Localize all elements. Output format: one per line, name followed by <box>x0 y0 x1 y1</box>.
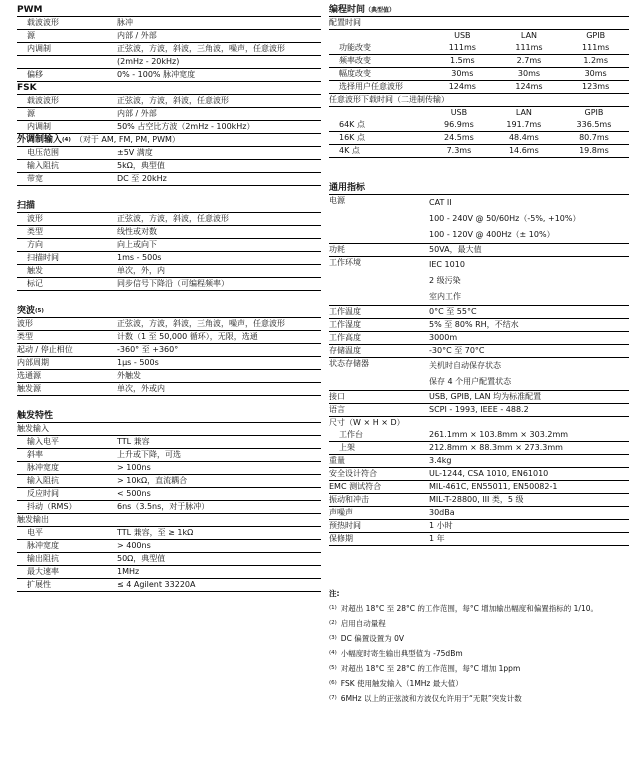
power-label: 电源 <box>329 196 345 205</box>
spec-value: 0% - 100% 脉冲宽度 <box>117 70 196 79</box>
consumption-label: 功耗 <box>329 245 345 254</box>
spec-label: 偏移 <box>27 70 43 79</box>
spec-row <box>17 265 321 278</box>
state-memory-line: 保存 4 个用户配置状态 <box>429 377 512 386</box>
timing-value: 14.6ms <box>489 145 559 158</box>
pwm-table <box>17 17 321 82</box>
spec-value: 30dBa <box>429 508 455 517</box>
note-item <box>329 646 629 661</box>
burst-title-text: 突波 <box>17 306 36 316</box>
timing-value: 123ms <box>562 81 629 94</box>
note-text: 小幅度时寄生输出典型值为 -75dBm <box>340 649 463 658</box>
timing-value: 24.5ms <box>429 132 489 145</box>
spec-label: 载波波形 <box>27 18 59 27</box>
fsk-table <box>17 95 321 134</box>
timing-label: 选择用户任意波形 <box>329 81 429 94</box>
spec-value: 50Ω，典型值 <box>117 554 166 563</box>
spec-row <box>17 108 321 121</box>
burst-title <box>17 305 321 318</box>
notes <box>329 586 629 706</box>
spec-row <box>329 332 629 345</box>
spec-label: 波形 <box>17 319 33 328</box>
timing-label: 64K 点 <box>329 119 429 132</box>
spec-value: 5kΩ，典型值 <box>117 161 165 170</box>
ext-mod-table <box>17 147 321 186</box>
note-text: 6MHz 以上的正弦波和方波仅允许用于“无限”突发计数 <box>340 694 522 703</box>
spec-value: -30°C 至 70°C <box>429 346 485 355</box>
general-rows-a <box>329 306 629 358</box>
spec-value: 内部 / 外部 <box>117 31 157 40</box>
fsk-title: FSK <box>17 82 321 95</box>
timing-value: 191.7ms <box>489 119 559 132</box>
timing-value: 336.5ms <box>559 119 629 132</box>
note-number: (7) <box>329 695 337 701</box>
spec-value: 1ms - 500s <box>117 253 162 262</box>
timing-row <box>329 55 629 68</box>
spec-label: 上架 <box>339 443 355 452</box>
spec-row <box>17 318 321 331</box>
state-memory-values <box>429 358 629 390</box>
timing-label: 功能改变 <box>329 42 429 55</box>
spec-value: > 400ns <box>117 541 151 550</box>
note-number: (2) <box>329 620 337 626</box>
burst-title-sup: (5) <box>35 308 44 314</box>
programming-title-note: （典型值） <box>365 7 396 14</box>
consumption-row <box>329 244 629 257</box>
spec-row <box>329 345 629 358</box>
trigger-input-title: 触发输入 <box>17 423 321 436</box>
spec-label: 源 <box>27 31 35 40</box>
spec-label: 安全设计符合 <box>329 469 377 478</box>
dimensions-table <box>329 429 629 455</box>
ext-mod-title-suffix: （对于 AM, FM, PM, PWM） <box>74 135 180 144</box>
spec-row <box>17 344 321 357</box>
spec-label: 波形 <box>27 214 43 223</box>
spec-value: 正弦波，方波，斜波，三角波，噪声，任意波形 <box>117 44 285 53</box>
spec-value: 正弦波，方波，斜波，三角波，噪声，任意波形 <box>117 319 285 328</box>
spec-value: DC 至 20kHz <box>117 174 167 183</box>
spec-label: 输出阻抗 <box>27 554 59 563</box>
spec-row <box>17 56 321 69</box>
timing-value: 111ms <box>562 42 629 55</box>
spec-row <box>17 475 321 488</box>
spec-row <box>17 121 321 134</box>
spec-value: 向上或向下 <box>117 240 157 249</box>
spec-row <box>329 319 629 332</box>
spec-value: 脉冲 <box>117 18 133 27</box>
spec-value: 0°C 至 55°C <box>429 307 477 316</box>
power-row <box>329 195 629 244</box>
timing-row <box>329 42 629 55</box>
ext-mod-title-text: 外调制输入 <box>17 135 63 145</box>
download-time-title: 任意波形下载时间（二进制传输） <box>329 94 629 107</box>
environment-line: IEC 1010 <box>429 260 465 269</box>
note-text: FSK 使用触发输入（1MHz 最大值） <box>340 679 463 688</box>
spec-label: 内调制 <box>27 44 51 53</box>
spec-label: 工作湿度 <box>329 320 361 329</box>
timing-value: 1.5ms <box>429 55 496 68</box>
timing-header-cell: GPIB <box>586 31 606 40</box>
environment-line: 2 级污染 <box>429 276 461 285</box>
timing-value: 30ms <box>496 68 563 81</box>
environment-line: 室内工作 <box>429 292 461 301</box>
general-rows-c <box>329 455 629 546</box>
spec-row <box>329 494 629 507</box>
spec-label: 内部周期 <box>17 358 49 367</box>
spec-value: 6ns（3.5ns，对于脉冲） <box>117 502 210 511</box>
spec-value: 外触发 <box>117 371 141 380</box>
spec-row <box>329 481 629 494</box>
spec-label: 电压范围 <box>27 148 59 157</box>
spec-value: 5% 至 80% RH，不结水 <box>429 320 519 329</box>
state-memory-label: 状态存储器 <box>329 359 369 368</box>
general-rows-b <box>329 391 629 417</box>
timing-label: 16K 点 <box>329 132 429 145</box>
timing-row <box>329 145 629 158</box>
spec-value: 正弦波，方波，斜波，任意波形 <box>117 214 229 223</box>
spec-value: UL-1244, CSA 1010, EN61010 <box>429 469 549 478</box>
timing-header-row <box>329 30 629 42</box>
note-item <box>329 676 629 691</box>
spec-row <box>17 331 321 344</box>
timing-value: 7.3ms <box>429 145 489 158</box>
spec-value: > 10kΩ，直流耦合 <box>117 476 188 485</box>
spec-value: USB, GPIB, LAN 均为标准配置 <box>429 392 542 401</box>
spec-row <box>17 239 321 252</box>
spec-value: 261.1mm × 103.8mm × 303.2mm <box>429 430 569 439</box>
consumption-value: 50VA，最大值 <box>429 245 482 254</box>
spec-value: 50% 占空比方波（2mHz - 100kHz） <box>117 122 255 131</box>
note-number: (4) <box>329 650 337 656</box>
spec-label: 保修期 <box>329 534 353 543</box>
spec-label: 源 <box>27 109 35 118</box>
note-number: (3) <box>329 635 337 641</box>
spec-row <box>329 391 629 404</box>
dimensions-label: 尺寸（W × H × D） <box>329 418 405 427</box>
trigger-input-table <box>17 436 321 514</box>
spec-label: 预热时间 <box>329 521 361 530</box>
spec-row <box>329 429 629 442</box>
note-item <box>329 631 629 646</box>
spec-row <box>17 278 321 291</box>
spec-row <box>17 173 321 186</box>
timing-value: 30ms <box>429 68 496 81</box>
note-number: (5) <box>329 665 337 671</box>
spec-row <box>17 566 321 579</box>
power-values <box>429 195 629 243</box>
timing-header-cell: USB <box>454 31 471 40</box>
spec-label: 最大速率 <box>27 567 59 576</box>
spec-label: 起动 / 停止相位 <box>17 345 73 354</box>
trigger-title: 触发特性 <box>17 410 321 423</box>
spec-value: 同步信号下降沿（可编程频率） <box>117 279 229 288</box>
spec-value: 1 年 <box>429 534 445 543</box>
environment-row <box>329 257 629 306</box>
spec-label: 载波波形 <box>27 96 59 105</box>
power-line: 100 - 120V @ 400Hz（± 10%） <box>429 230 555 239</box>
note-item <box>329 661 629 676</box>
spec-row <box>17 147 321 160</box>
spec-value: 1μs - 500s <box>117 358 159 367</box>
spec-row <box>17 501 321 514</box>
note-number: (6) <box>329 680 337 686</box>
spec-row <box>17 449 321 462</box>
spec-row <box>17 95 321 108</box>
spec-label: 脉冲宽度 <box>27 541 59 550</box>
spec-row <box>17 43 321 56</box>
spec-row <box>17 226 321 239</box>
spec-label: 工作高度 <box>329 333 361 342</box>
left-column <box>17 4 321 592</box>
spec-value: MIL-461C, EN55011, EN50082-1 <box>429 482 558 491</box>
spec-value: 线性或对数 <box>117 227 157 236</box>
spec-label: 输入阻抗 <box>27 161 59 170</box>
note-item <box>329 616 629 631</box>
timing-row <box>329 119 629 132</box>
spec-row <box>329 533 629 546</box>
ext-mod-title-sup: (4) <box>62 137 71 143</box>
spec-label: 工作温度 <box>329 307 361 316</box>
spec-value: SCPI - 1993, IEEE - 488.2 <box>429 405 529 414</box>
spec-label: 语言 <box>329 405 345 414</box>
spec-row <box>329 520 629 533</box>
spec-value: 3.4kg <box>429 456 452 465</box>
spec-label: 类型 <box>27 227 43 236</box>
spec-row <box>17 553 321 566</box>
notes-list <box>329 601 629 706</box>
timing-value: 48.4ms <box>489 132 559 145</box>
spec-label: 方向 <box>27 240 43 249</box>
sweep-title: 扫描 <box>17 200 321 213</box>
note-text: 对超出 18°C 至 28°C 的工作范围，每°C 增加输出幅度和偏置指标的 1/10。 <box>340 604 598 613</box>
timing-value: 96.9ms <box>429 119 489 132</box>
spec-label: 输入电平 <box>27 437 59 446</box>
power-line: CAT II <box>429 198 452 207</box>
spec-label: 重量 <box>329 456 345 465</box>
trigger-output-title: 触发输出 <box>17 514 321 527</box>
timing-header-cell: USB <box>450 108 468 117</box>
timing-value: 80.7ms <box>559 132 629 145</box>
spec-row <box>329 455 629 468</box>
spec-row <box>17 370 321 383</box>
spec-row <box>17 69 321 82</box>
pwm-title: PWM <box>17 4 321 17</box>
spec-value: MIL-T-28800, III 类，5 级 <box>429 495 524 504</box>
spec-value: TTL 兼容 <box>117 437 150 446</box>
note-text: 启用自动量程 <box>340 619 386 628</box>
spec-row <box>17 30 321 43</box>
timing-label: 频率改变 <box>329 55 429 68</box>
burst-table <box>17 318 321 396</box>
spec-label: 接口 <box>329 392 345 401</box>
spec-label: 内调制 <box>27 122 51 131</box>
spec-value: > 100ns <box>117 463 151 472</box>
spec-label: 反应时间 <box>27 489 59 498</box>
timing-row <box>329 132 629 145</box>
spec-label: 带宽 <box>27 174 43 183</box>
spec-label: 标记 <box>27 279 43 288</box>
programming-title-text: 编程时间 <box>329 5 366 15</box>
notes-title: 注: <box>329 589 340 598</box>
sweep-table <box>17 213 321 291</box>
spec-label: 选通源 <box>17 371 41 380</box>
timing-value: 2.7ms <box>496 55 563 68</box>
spec-value: 单次，外或内 <box>117 384 165 393</box>
timing-row <box>329 81 629 94</box>
spec-label: 触发 <box>27 266 43 275</box>
timing-label: 4K 点 <box>329 145 429 158</box>
spec-value: -360° 至 +360° <box>117 345 179 354</box>
spec-label: 输入阻抗 <box>27 476 59 485</box>
trigger-output-table <box>17 527 321 592</box>
timing-label: 幅度改变 <box>329 68 429 81</box>
spec-row <box>329 507 629 520</box>
timing-value: 124ms <box>496 81 563 94</box>
spec-value: < 500ns <box>117 489 151 498</box>
timing-row <box>329 68 629 81</box>
spec-row <box>17 252 321 265</box>
spec-row <box>17 462 321 475</box>
spec-value: ±5V 满度 <box>117 148 153 157</box>
note-number: (1) <box>329 605 337 611</box>
timing-header-cell: LAN <box>515 108 532 117</box>
spec-label: 存储温度 <box>329 346 361 355</box>
spec-value: ≤ 4 Agilent 33220A <box>117 580 196 589</box>
programming-title <box>329 4 629 17</box>
spec-value: (2mHz - 20kHz) <box>117 57 180 66</box>
config-time-table <box>329 30 629 94</box>
timing-value: 111ms <box>496 42 563 55</box>
spec-row <box>17 213 321 226</box>
spec-value: 正弦波，方波，斜波，任意波形 <box>117 96 229 105</box>
ext-mod-title <box>17 134 321 147</box>
config-time-title: 配置时间 <box>329 17 629 30</box>
spec-value: 上升或下降，可选 <box>117 450 181 459</box>
state-memory-line: 关机时自动保存状态 <box>429 361 501 370</box>
spec-label: 类型 <box>17 332 33 341</box>
download-time-table <box>329 107 629 158</box>
spec-row <box>17 17 321 30</box>
right-column <box>329 4 629 706</box>
spec-label <box>17 56 117 68</box>
spec-row <box>329 442 629 455</box>
spec-value: 1MHz <box>117 567 140 576</box>
spec-label: 抖动（RMS） <box>27 502 77 511</box>
general-title: 通用指标 <box>329 182 629 195</box>
spec-label: EMC 测试符合 <box>329 482 382 491</box>
spec-value: 单次，外，内 <box>117 266 165 275</box>
spec-value: 内部 / 外部 <box>117 109 157 118</box>
spec-row <box>17 436 321 449</box>
note-text: 对超出 18°C 至 28°C 的工作范围，每°C 增加 1ppm <box>340 664 521 673</box>
spec-value: 1 小时 <box>429 521 453 530</box>
timing-value: 1.2ms <box>562 55 629 68</box>
timing-value: 111ms <box>429 42 496 55</box>
note-text: DC 偏置设置为 0V <box>340 634 404 643</box>
timing-header-row <box>329 107 629 119</box>
timing-value: 124ms <box>429 81 496 94</box>
spec-row <box>329 468 629 481</box>
spec-label: 电平 <box>27 528 43 537</box>
spec-value: 3000m <box>429 333 458 342</box>
state-memory-row <box>329 358 629 391</box>
spec-label: 声噪声 <box>329 508 353 517</box>
spec-row <box>17 527 321 540</box>
spec-row <box>329 404 629 417</box>
timing-value: 30ms <box>562 68 629 81</box>
power-line: 100 - 240V @ 50/60Hz（-5%, +10%） <box>429 214 581 223</box>
spec-row <box>329 306 629 319</box>
timing-header-cell: GPIB <box>584 108 604 117</box>
spec-value: 212.8mm × 88.3mm × 273.3mm <box>429 443 563 452</box>
spec-label: 扫描时间 <box>27 253 59 262</box>
spec-row <box>17 357 321 370</box>
spec-label: 触发源 <box>17 384 41 393</box>
spec-value: TTL 兼容，至 ≥ 1kΩ <box>117 528 194 537</box>
spec-value: 计数（1 至 50,000 循环），无限，选通 <box>117 332 258 341</box>
spec-row <box>17 160 321 173</box>
timing-value: 19.8ms <box>559 145 629 158</box>
spec-row <box>17 540 321 553</box>
note-item <box>329 601 629 616</box>
spec-row <box>17 579 321 592</box>
environment-label: 工作环境 <box>329 258 361 267</box>
spec-row <box>17 383 321 396</box>
note-item <box>329 691 629 706</box>
spec-label: 斜率 <box>27 450 43 459</box>
spec-row <box>17 488 321 501</box>
environment-values <box>429 257 629 305</box>
spec-label: 工作台 <box>339 430 363 439</box>
timing-header-cell: LAN <box>520 31 538 40</box>
spec-label: 脉冲宽度 <box>27 463 59 472</box>
spec-label: 振动和冲击 <box>329 495 369 504</box>
spec-label: 扩展性 <box>27 580 51 589</box>
